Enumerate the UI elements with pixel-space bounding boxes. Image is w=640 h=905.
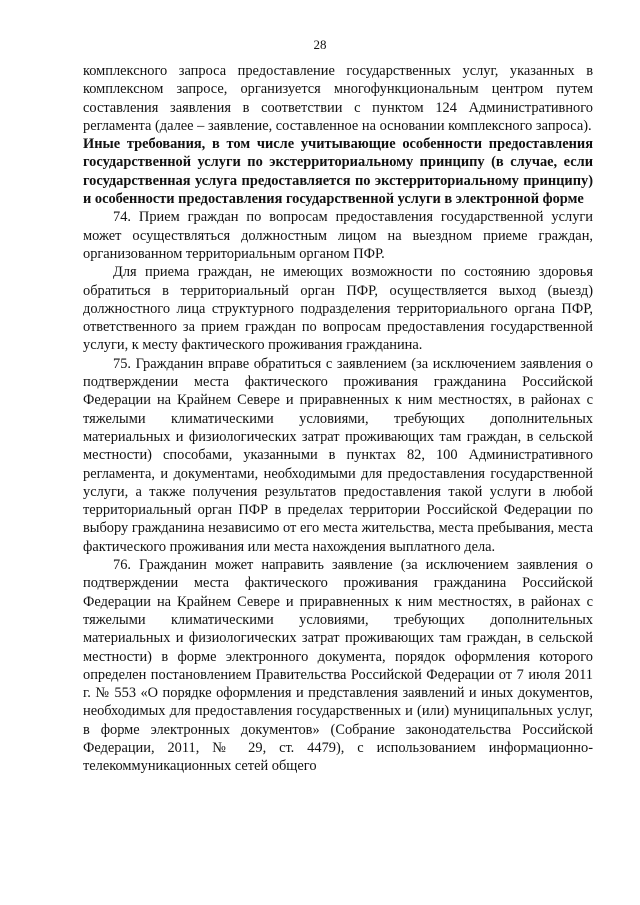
paragraph-75: 75. Гражданин вправе обратиться с заявлением (за исключением заявления о подтверждении места фактического проживания гражданина Российской Федерации на Крайнем Севере и приравненных к ним местностях, в районах с тяжелыми климатическими условиями, требующих дополнительных материальных и физиологических затрат проживающих там граждан, в сельской местности) способами, указанными в пунктах 82, 100 Административного регламента, и документами, необходимыми для предоставления государственной услуги, а также получения результатов предоставления такой услуги в любой территориальный орган ПФР в пределах территории Российской Федерации по выбору гражданина независимо от его места жительства, места пребывания, места фактического проживания или места нахождения выплатного дела. [83, 355, 593, 555]
page-number: 28 [313, 37, 327, 52]
paragraph-74-continued: Для приема граждан, не имеющих возможности по состоянию здоровья обратиться в территориальный орган ПФР, осуществляется выход (выезд) должностного лица структурного подразделения территориального органа ПФР, ответственного за прием граждан по вопросам предоставления государственной услуги, к месту фактического проживания гражданина. [83, 264, 593, 354]
paragraph-continuation: комплексного запроса предоставление государственных услуг, указанных в комплексном запросе, организуется многофункциональным центром путем составления заявления в соответствии с пунктом 124 Административного регламента (далее – заявление, составленное на основании комплексного запроса). [83, 63, 593, 134]
document-body [83, 62, 593, 776]
paragraph-76: 76. Гражданин может направить заявление (за исключением заявления о подтверждении места фактического проживания гражданина Российской Федерации на Крайнем Севере и приравненных к ним местностях, в районах с тяжелыми климатическими условиями, требующих дополнительных материальных и физиологических затрат проживающих там граждан, в сельской местности) в форме электронного документа, порядок оформления которого определен постановлением Правительства Российской Федерации от 7 июля 2011 г. № 553 «О порядке оформления и представления заявлений и иных документов, необходимых для предоставления государственных и (или) муниципальных услуг, в форме электронных документов» (Собрание законодательства Российской Федерации, 2011, № 29, ст. 4479), с использованием информационно-телекоммуникационных сетей общего [83, 557, 593, 775]
section-heading: Иные требования, в том числе учитывающие особенности предоставления государственной услуги по экстерриториальному принципу (в случае, если государственная услуга предоставляется по экстерриториальному принципу) и особенности предоставления государственной услуги в электронной форме [83, 136, 593, 208]
paragraph-74: 74. Прием граждан по вопросам предоставления государственной услуги может осуществляться должностным лицом на выездном приеме граждан, организованном территориальным органом ПФР. [83, 209, 593, 262]
